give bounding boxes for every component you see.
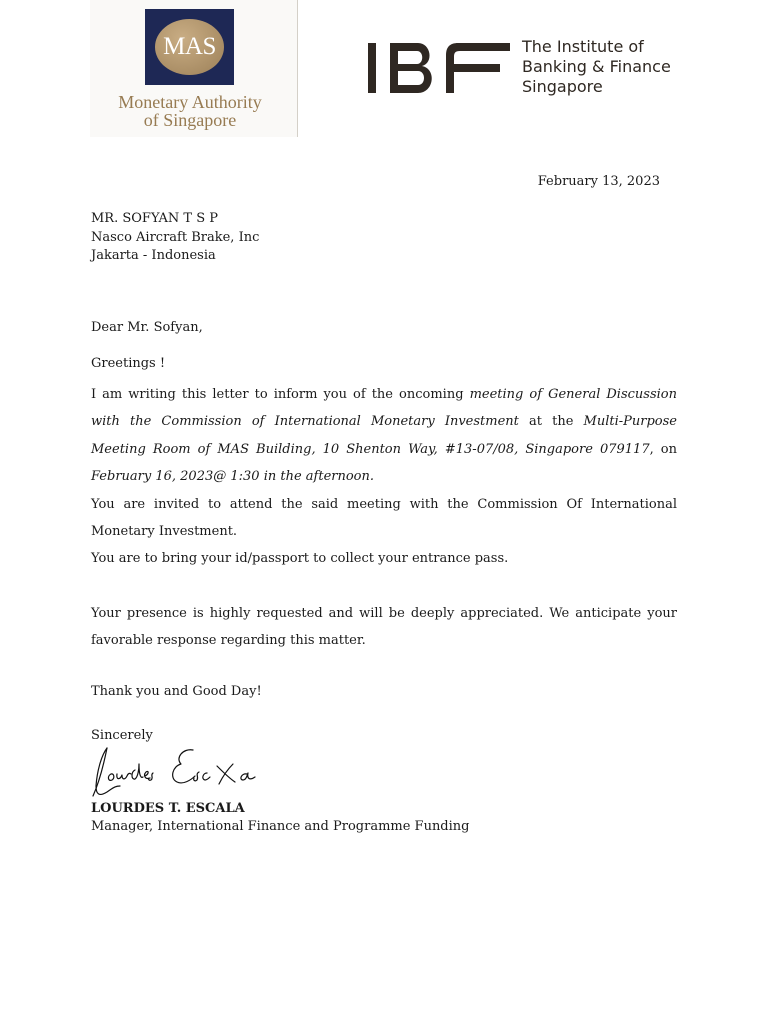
salutation: Dear Mr. Sofyan, <box>91 320 203 335</box>
mas-wordmark <box>90 93 290 129</box>
mas-name-line1: Monetary Authority <box>118 92 262 112</box>
handwritten-signature <box>87 742 267 800</box>
ibf-name-line2: Banking & Finance <box>522 57 671 76</box>
para1-datetime: February 16, 2023@ 1:30 in the afternoon. <box>91 468 375 484</box>
ibf-mark-icon <box>368 41 514 95</box>
para1-meeting-name: meeting of General Discussion with the Commission of International Monetary Investment <box>91 387 677 430</box>
signer-title: Manager, International Finance and Programme Funding <box>91 819 470 834</box>
paragraph-passport: You are to bring your id/passport to collect your entrance pass. <box>91 551 509 566</box>
ibf-logo <box>368 37 688 99</box>
recipient-name: MR. SOFYAN T S P <box>91 211 219 226</box>
logo-divider <box>297 0 298 137</box>
thank-you-line: Thank you and Good Day! <box>91 684 262 699</box>
signer-name: LOURDES T. ESCALA <box>91 801 245 816</box>
para1-text1: I am writing this letter to inform you of the oncoming <box>91 387 470 402</box>
recipient-company: Nasco Aircraft Brake, Inc <box>91 229 260 245</box>
mas-logo <box>90 0 298 137</box>
recipient-address <box>91 210 259 266</box>
ibf-wordmark <box>522 37 671 97</box>
ibf-name-line1: The Institute of <box>522 37 644 56</box>
greeting: Greetings ! <box>91 356 166 371</box>
closing: Sincerely <box>91 728 153 743</box>
mas-oval-icon <box>155 19 224 75</box>
ibf-name-line3: Singapore <box>522 77 603 96</box>
para1-venue: Multi-Purpose Meeting Room of MAS Building, 10 Shenton Way, #13-07/08, Singapore 079117 <box>91 414 677 457</box>
paragraph-attendance: You are invited to attend the said meeting with the Commission Of International Monetary Investment. <box>91 497 677 540</box>
mas-emblem <box>145 9 234 85</box>
recipient-location: Jakarta - Indonesia <box>91 248 216 263</box>
letter-date: February 13, 2023 <box>537 174 660 189</box>
paragraph-invitation-details <box>91 381 677 490</box>
mas-name-line2: of Singapore <box>143 110 237 130</box>
mas-monogram: MAS <box>163 33 216 60</box>
para1-text3: , on <box>649 441 678 457</box>
paragraph-presence: Your presence is highly requested and will be deeply appreciated. We anticipate your favorable response regarding this matter. <box>91 606 677 649</box>
para1-text2: at the <box>518 414 584 430</box>
